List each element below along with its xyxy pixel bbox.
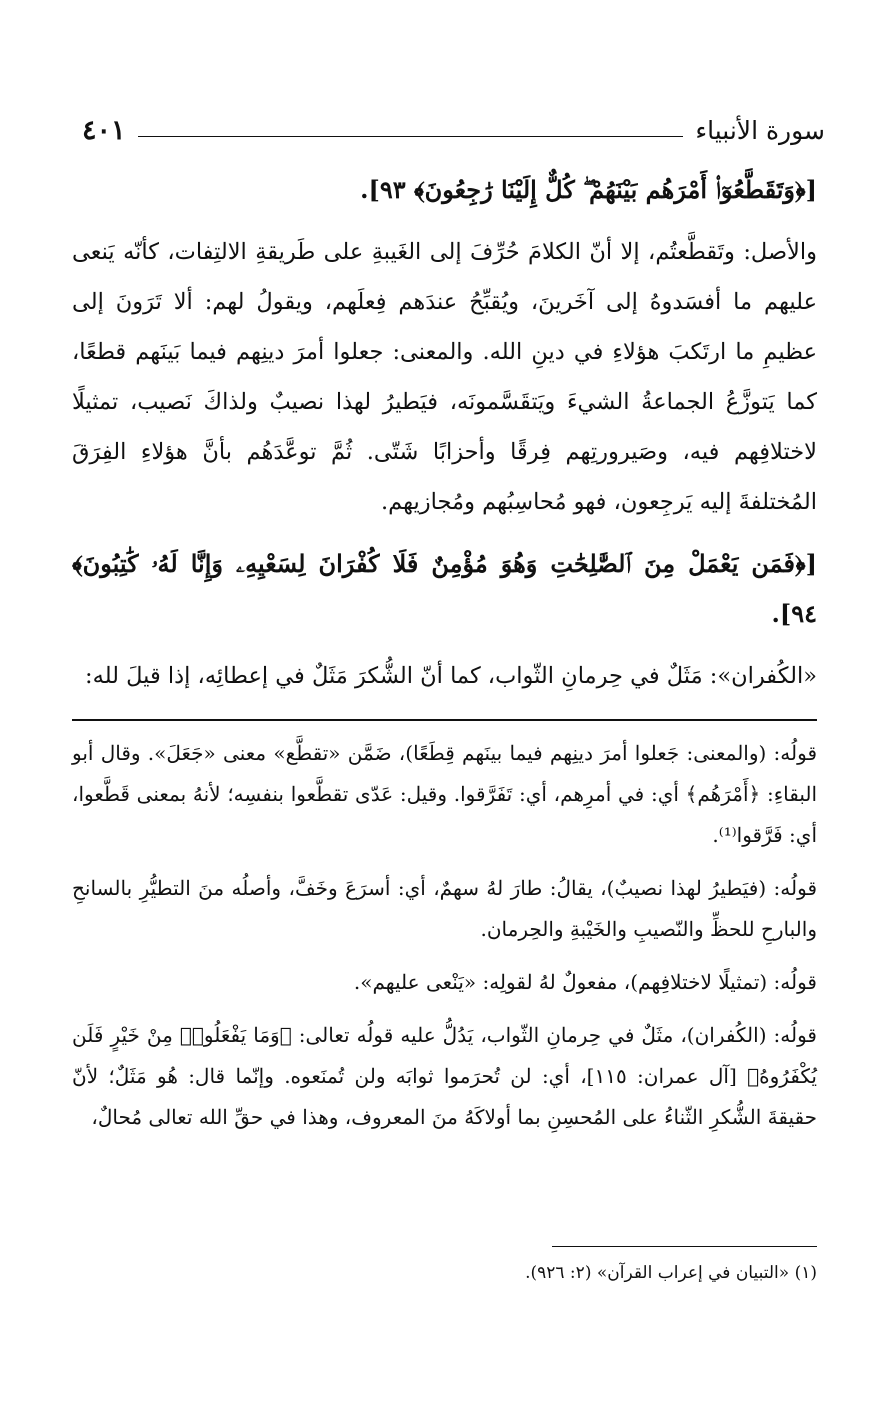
- commentary-1: قولُه: (والمعنى: جَعلوا أمرَ دينِهم فيما بينَهم قِطَعًا)، ضَمَّن «تقطَّع» معنى «جَعَلَ». وقال أبو البقاءِ: ﴿أَمْرَهُم﴾ أي: في أمرِهم، أي: تَفَرَّقوا. وقيل: عَدّى تقطَّعوا بنفسِه؛ لأنهُ بمعنى قَطَّعوا، أي: فَرَّقوا⁽¹⁾.: [72, 741, 817, 847]
- verse-93: [﴿وَتَقَطَّعُوٓا۟ أَمْرَهُم بَيْنَهُمْ ۖ كُلٌّ إِلَيْنَا رَٰجِعُونَ﴾ ٩٣].: [360, 175, 817, 204]
- spacer: [72, 856, 817, 868]
- spacer: [72, 527, 817, 539]
- spacer: [72, 1003, 817, 1015]
- spacer: [72, 721, 817, 733]
- page-number: ٤٠١: [82, 114, 126, 146]
- footnote: (١) «التبيان في إعراب القرآن» (٢: ٩٢٦).: [525, 1263, 817, 1283]
- main-text: [72, 165, 817, 1138]
- header-rule: [138, 136, 684, 137]
- commentary-2: قولُه: (فيَطيرُ لهذا نصيبٌ)، يقالُ: طارَ لهُ سهمٌ، أي: أسرَعَ وخَفَّ، وأصلُه منَ التطيُّرِ بالسانحِ والبارحِ للحظِّ والنّصيبِ والخَيْبةِ والحِرمان.: [72, 876, 817, 941]
- page-header: [82, 112, 825, 148]
- commentary-4: قولُه: (الكُفران)، مثَلٌ في حِرمانِ الثّواب، يَدُلُّ عليه قولُه تعالى: ﴿وَمَا يَفْعَلُوا۟ مِنْ خَيْرٍ فَلَن يُكْفَرُوهُ﴾ [آل عمران: ١١٥]، أي: لن تُحرَموا ثوابَه ولن تُمنَعوه. وإنّما قال: هُو مَثَلٌ؛ لأنّ حقيقةَ الشُّكرِ الثّناءُ على المُحسِنِ بما أولاكَهُ منَ المعروف، وهذا في حقِّ الله تعالى مُحالٌ،: [72, 1023, 817, 1129]
- commentary-3: قولُه: (تمثيلًا لاختلافِهم)، مفعولٌ لهُ لقولِه: «يَنْعى عليهم».: [353, 970, 817, 994]
- spacer: [72, 639, 817, 651]
- footnote-rule: [552, 1246, 817, 1247]
- spacer: [72, 950, 817, 962]
- surah-title: سورة الأنبياء: [695, 115, 825, 145]
- verse-94: [﴿فَمَن يَعْمَلْ مِنَ ٱلصَّٰلِحَٰتِ وَهُوَ مُؤْمِنٌ فَلَا كُفْرَانَ لِسَعْيِهِۦ وَإِنَّا لَهُۥ كَٰتِبُونَ﴾ ٩٤].: [72, 549, 817, 628]
- tafsir-93: والأصل: وتَقطَّعتُم، إلا أنّ الكلامَ حُرِّفَ إلى الغَيبةِ على طَريقةِ الالتِفات، كأنّه يَنعى عليهم ما أفسَدوهُ إلى آخَرينَ، ويُقبِّحُ عندَهم فِعلَهم، ويقولُ لهم: ألا تَرَونَ إلى عظيمِ ما ارتَكبَ هؤلاءِ في دينِ الله. والمعنى: جعلوا أمرَ دينِهم فيما بَينَهم قطعًا، كما يَتوزَّعُ الجماعةُ الشيءَ ويَتقَسَّمونَه، فيَطيرُ لهذا نصيبٌ ولذاكَ نَصيب، تمثيلًا لاختلافِهم فيه، وصَيرورتِهم فِرقًا وأحزابًا شَتّى. ثُمَّ توعَّدَهُم بأنَّ هؤلاءِ الفِرَقَ المُختلفةَ إليه يَرجِعون، فهو مُحاسِبُهم ومُجازيهم.: [72, 239, 817, 515]
- spacer: [72, 215, 817, 227]
- tafsir-94: «الكُفران»: مَثَلٌ في حِرمانِ الثّواب، كما أنّ الشُّكرَ مَثَلٌ في إعطائِه، إذا قيلَ لله:: [85, 663, 817, 689]
